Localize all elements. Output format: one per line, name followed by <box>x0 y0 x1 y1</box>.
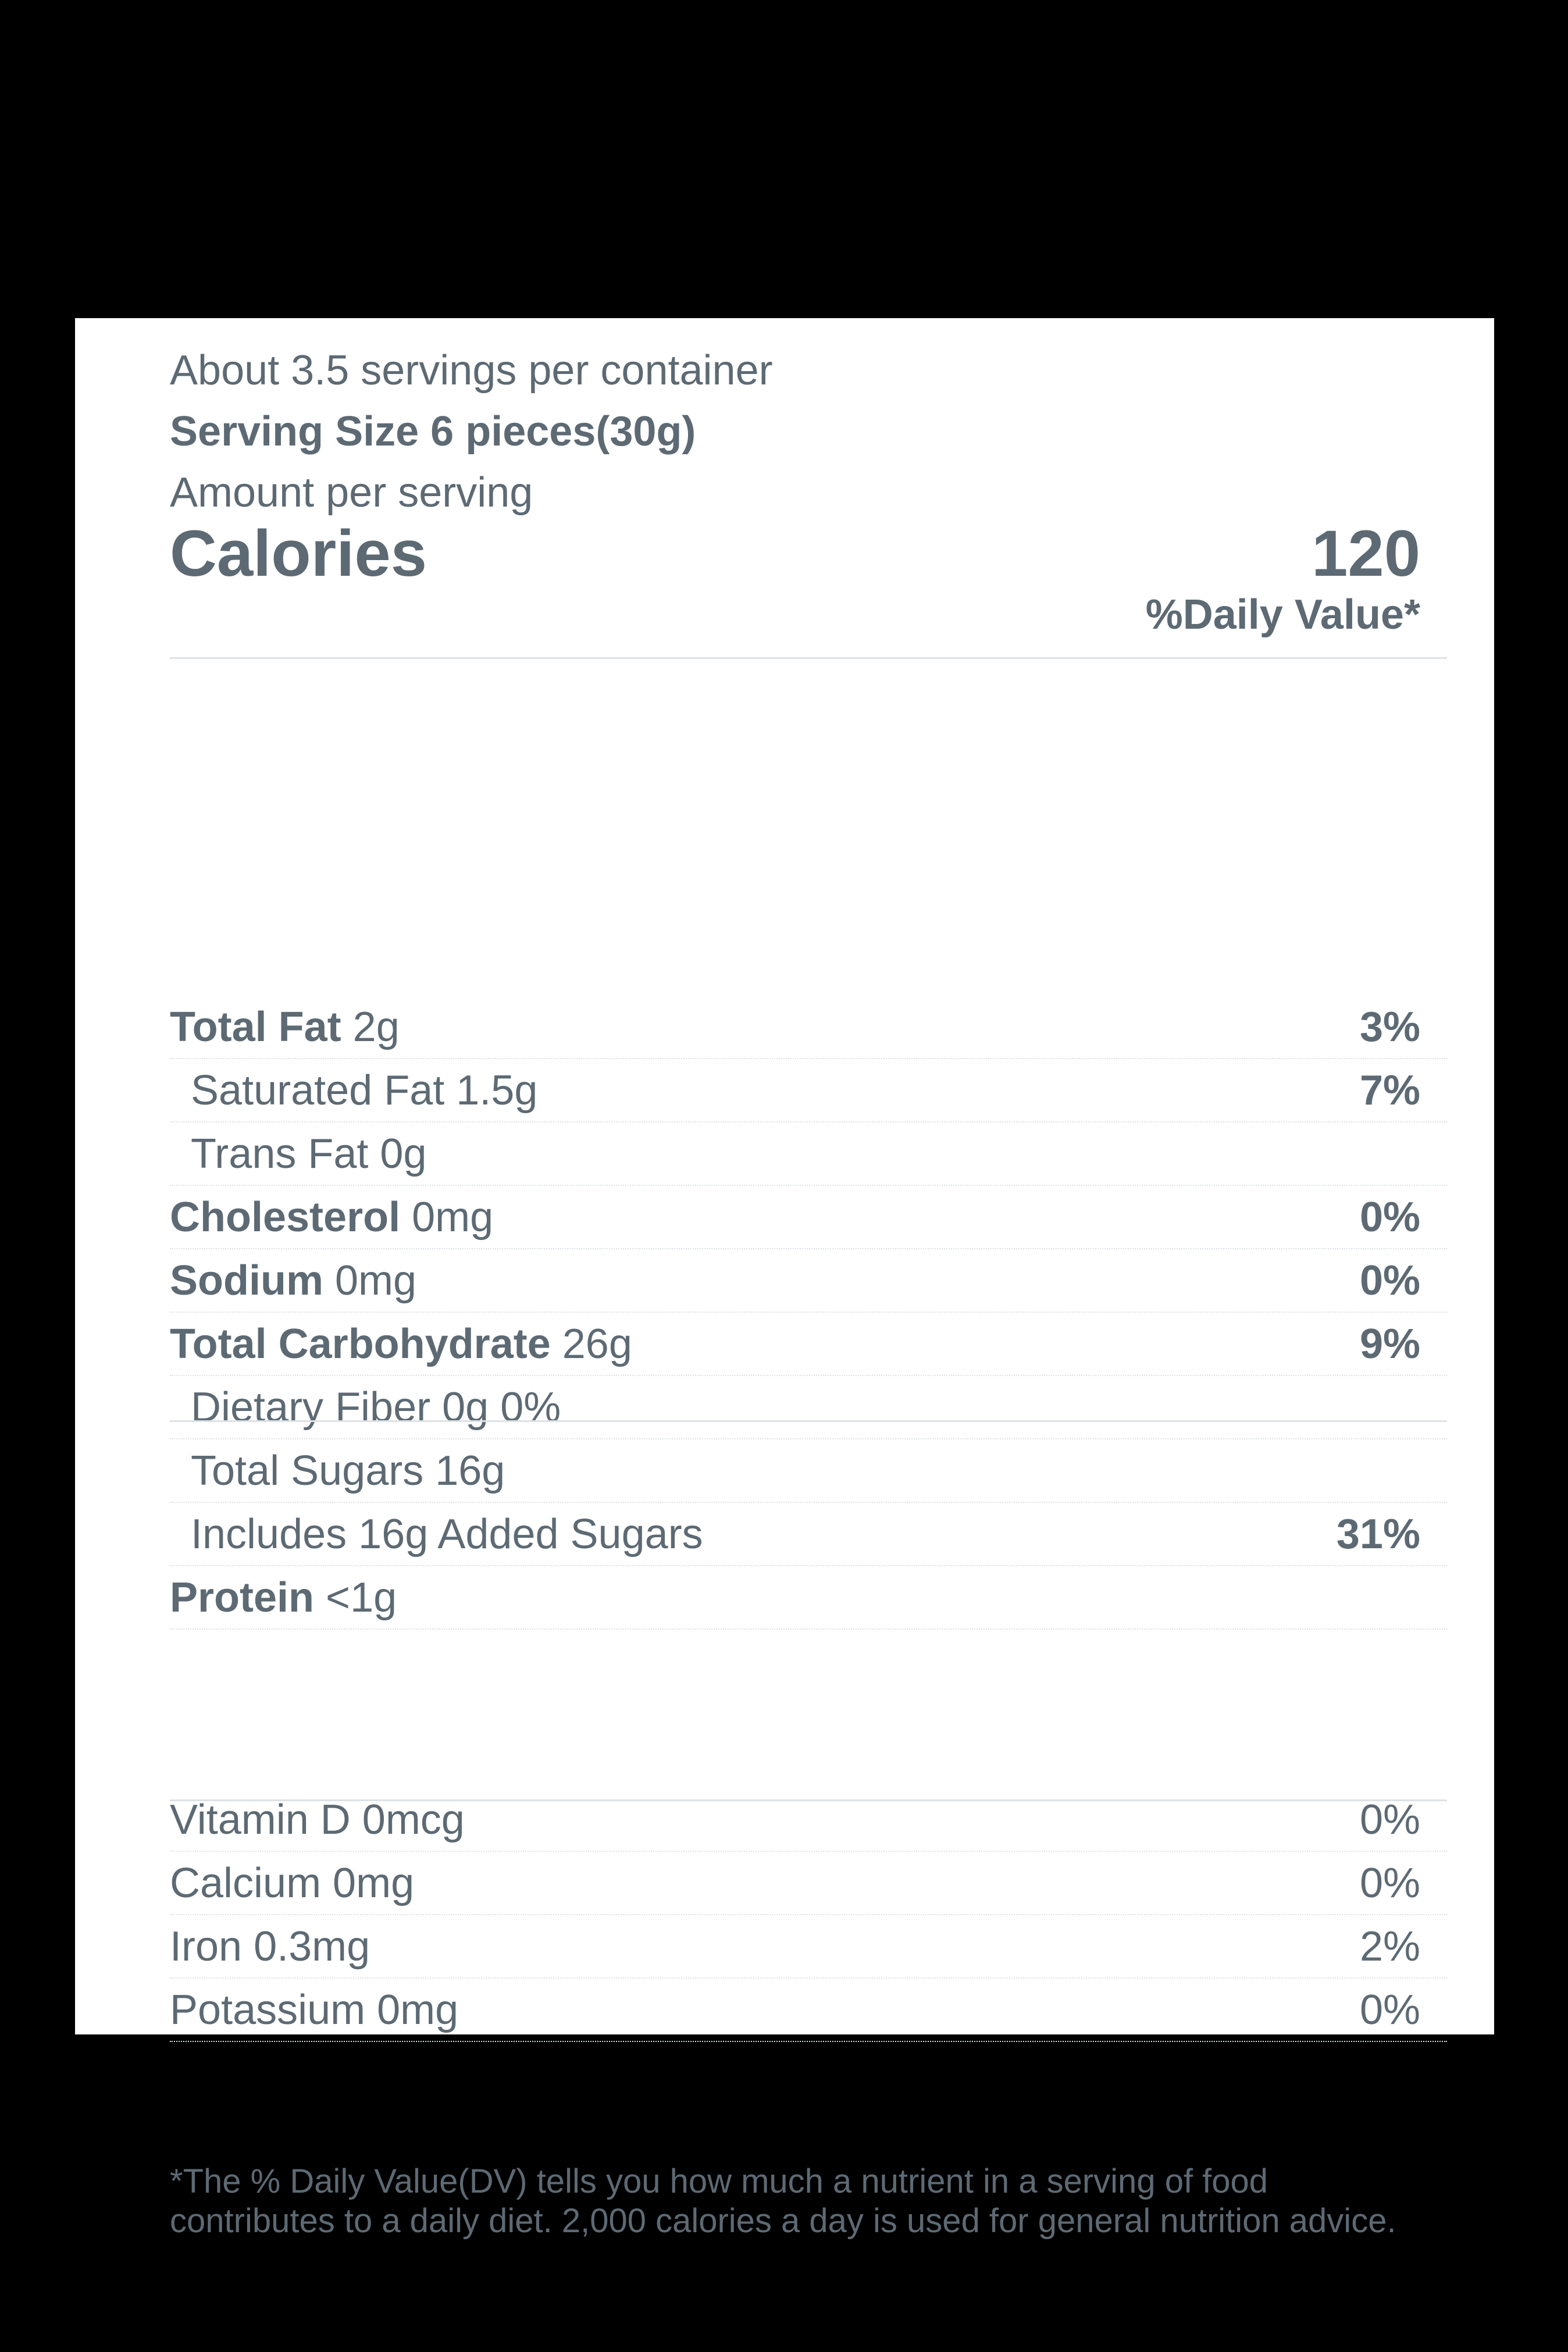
nutrient-daily-value: 0% <box>1359 1194 1420 1241</box>
servings-per-container: About 3.5 servings per container <box>170 347 773 394</box>
nutrient-name: Total Fat <box>170 1004 341 1050</box>
nutrient-daily-value: 0% <box>1359 1257 1420 1304</box>
vitamin-row-calcium <box>170 1852 1447 1915</box>
vitamin-name: Potassium 0mg <box>170 1987 459 2033</box>
nutrient-amount: <1g <box>326 1574 397 1621</box>
nutrient-row-dietary-fiber <box>170 1376 1447 1439</box>
nutrient-name: Sodium <box>170 1257 323 1304</box>
nutrient-name: Total Sugars 16g <box>191 1448 505 1494</box>
nutrient-row-total-carbohydrate <box>170 1313 1447 1376</box>
nutrient-name: Includes 16g Added Sugars <box>191 1511 703 1558</box>
vitamin-row-vitamin-d <box>170 1788 1447 1852</box>
nutrient-row-protein <box>170 1566 1447 1630</box>
nutrient-amount: 0mg <box>335 1257 417 1304</box>
nutrient-daily-value: 31% <box>1336 1511 1420 1558</box>
nutrient-name: Total Carbohydrate <box>170 1321 551 1367</box>
nutrient-amount: 26g <box>562 1321 632 1367</box>
nutrient-daily-value: 7% <box>1359 1067 1420 1114</box>
nutrient-row-total-fat <box>170 996 1447 1059</box>
nutrient-list <box>170 996 1447 1630</box>
calories-label: Calories <box>170 517 427 590</box>
calories-value: 120 <box>1312 517 1420 590</box>
nutrient-amount: 2g <box>352 1004 400 1050</box>
nutrients-divider <box>170 1420 1447 1422</box>
nutrient-name: Protein <box>170 1574 315 1621</box>
vitamin-name: Iron 0.3mg <box>170 1923 370 1970</box>
amount-per-serving: Amount per serving <box>170 469 533 516</box>
vitamins-divider <box>170 1799 1447 1801</box>
nutrient-row-sodium <box>170 1249 1447 1313</box>
nutrient-amount: 0mg <box>412 1194 494 1241</box>
vitamin-list <box>170 1788 1447 2042</box>
nutrient-row-trans-fat <box>170 1122 1447 1186</box>
vitamin-name: Vitamin D 0mcg <box>170 1797 465 1843</box>
nutrient-row-added-sugars <box>170 1503 1447 1566</box>
nutrient-name: Dietary Fiber 0g 0% <box>191 1384 561 1431</box>
nutrient-row-total-sugars <box>170 1439 1447 1503</box>
daily-value-footnote: *The % Daily Value(DV) tells you how much a nutrient in a serving of food contributes to a daily diet. 2,000 calories a day is used for general nutrition advice. <box>170 2162 1396 2240</box>
nutrient-daily-value: 3% <box>1359 1004 1420 1050</box>
nutrient-daily-value: 9% <box>1359 1321 1420 1367</box>
vitamin-name: Calcium 0mg <box>170 1860 415 1906</box>
nutrient-row-cholesterol <box>170 1186 1447 1249</box>
vitamin-row-iron <box>170 1915 1447 1979</box>
nutrient-name: Trans Fat 0g <box>191 1131 427 1177</box>
nutrient-name: Saturated Fat 1.5g <box>191 1067 538 1114</box>
nutrient-row-saturated-fat <box>170 1059 1447 1122</box>
nutrition-facts-panel <box>75 318 1494 2240</box>
vitamin-daily-value: 0% <box>1359 1860 1420 1906</box>
vitamin-daily-value: 0% <box>1359 1987 1420 2033</box>
header-divider <box>170 657 1447 659</box>
daily-value-header: %Daily Value* <box>1145 591 1420 638</box>
nutrient-name: Cholesterol <box>170 1194 401 1241</box>
vitamin-daily-value: 0% <box>1359 1797 1420 1843</box>
serving-size: Serving Size 6 pieces(30g) <box>170 408 696 455</box>
vitamin-daily-value: 2% <box>1359 1923 1420 1970</box>
vitamin-row-potassium <box>170 1979 1447 2042</box>
